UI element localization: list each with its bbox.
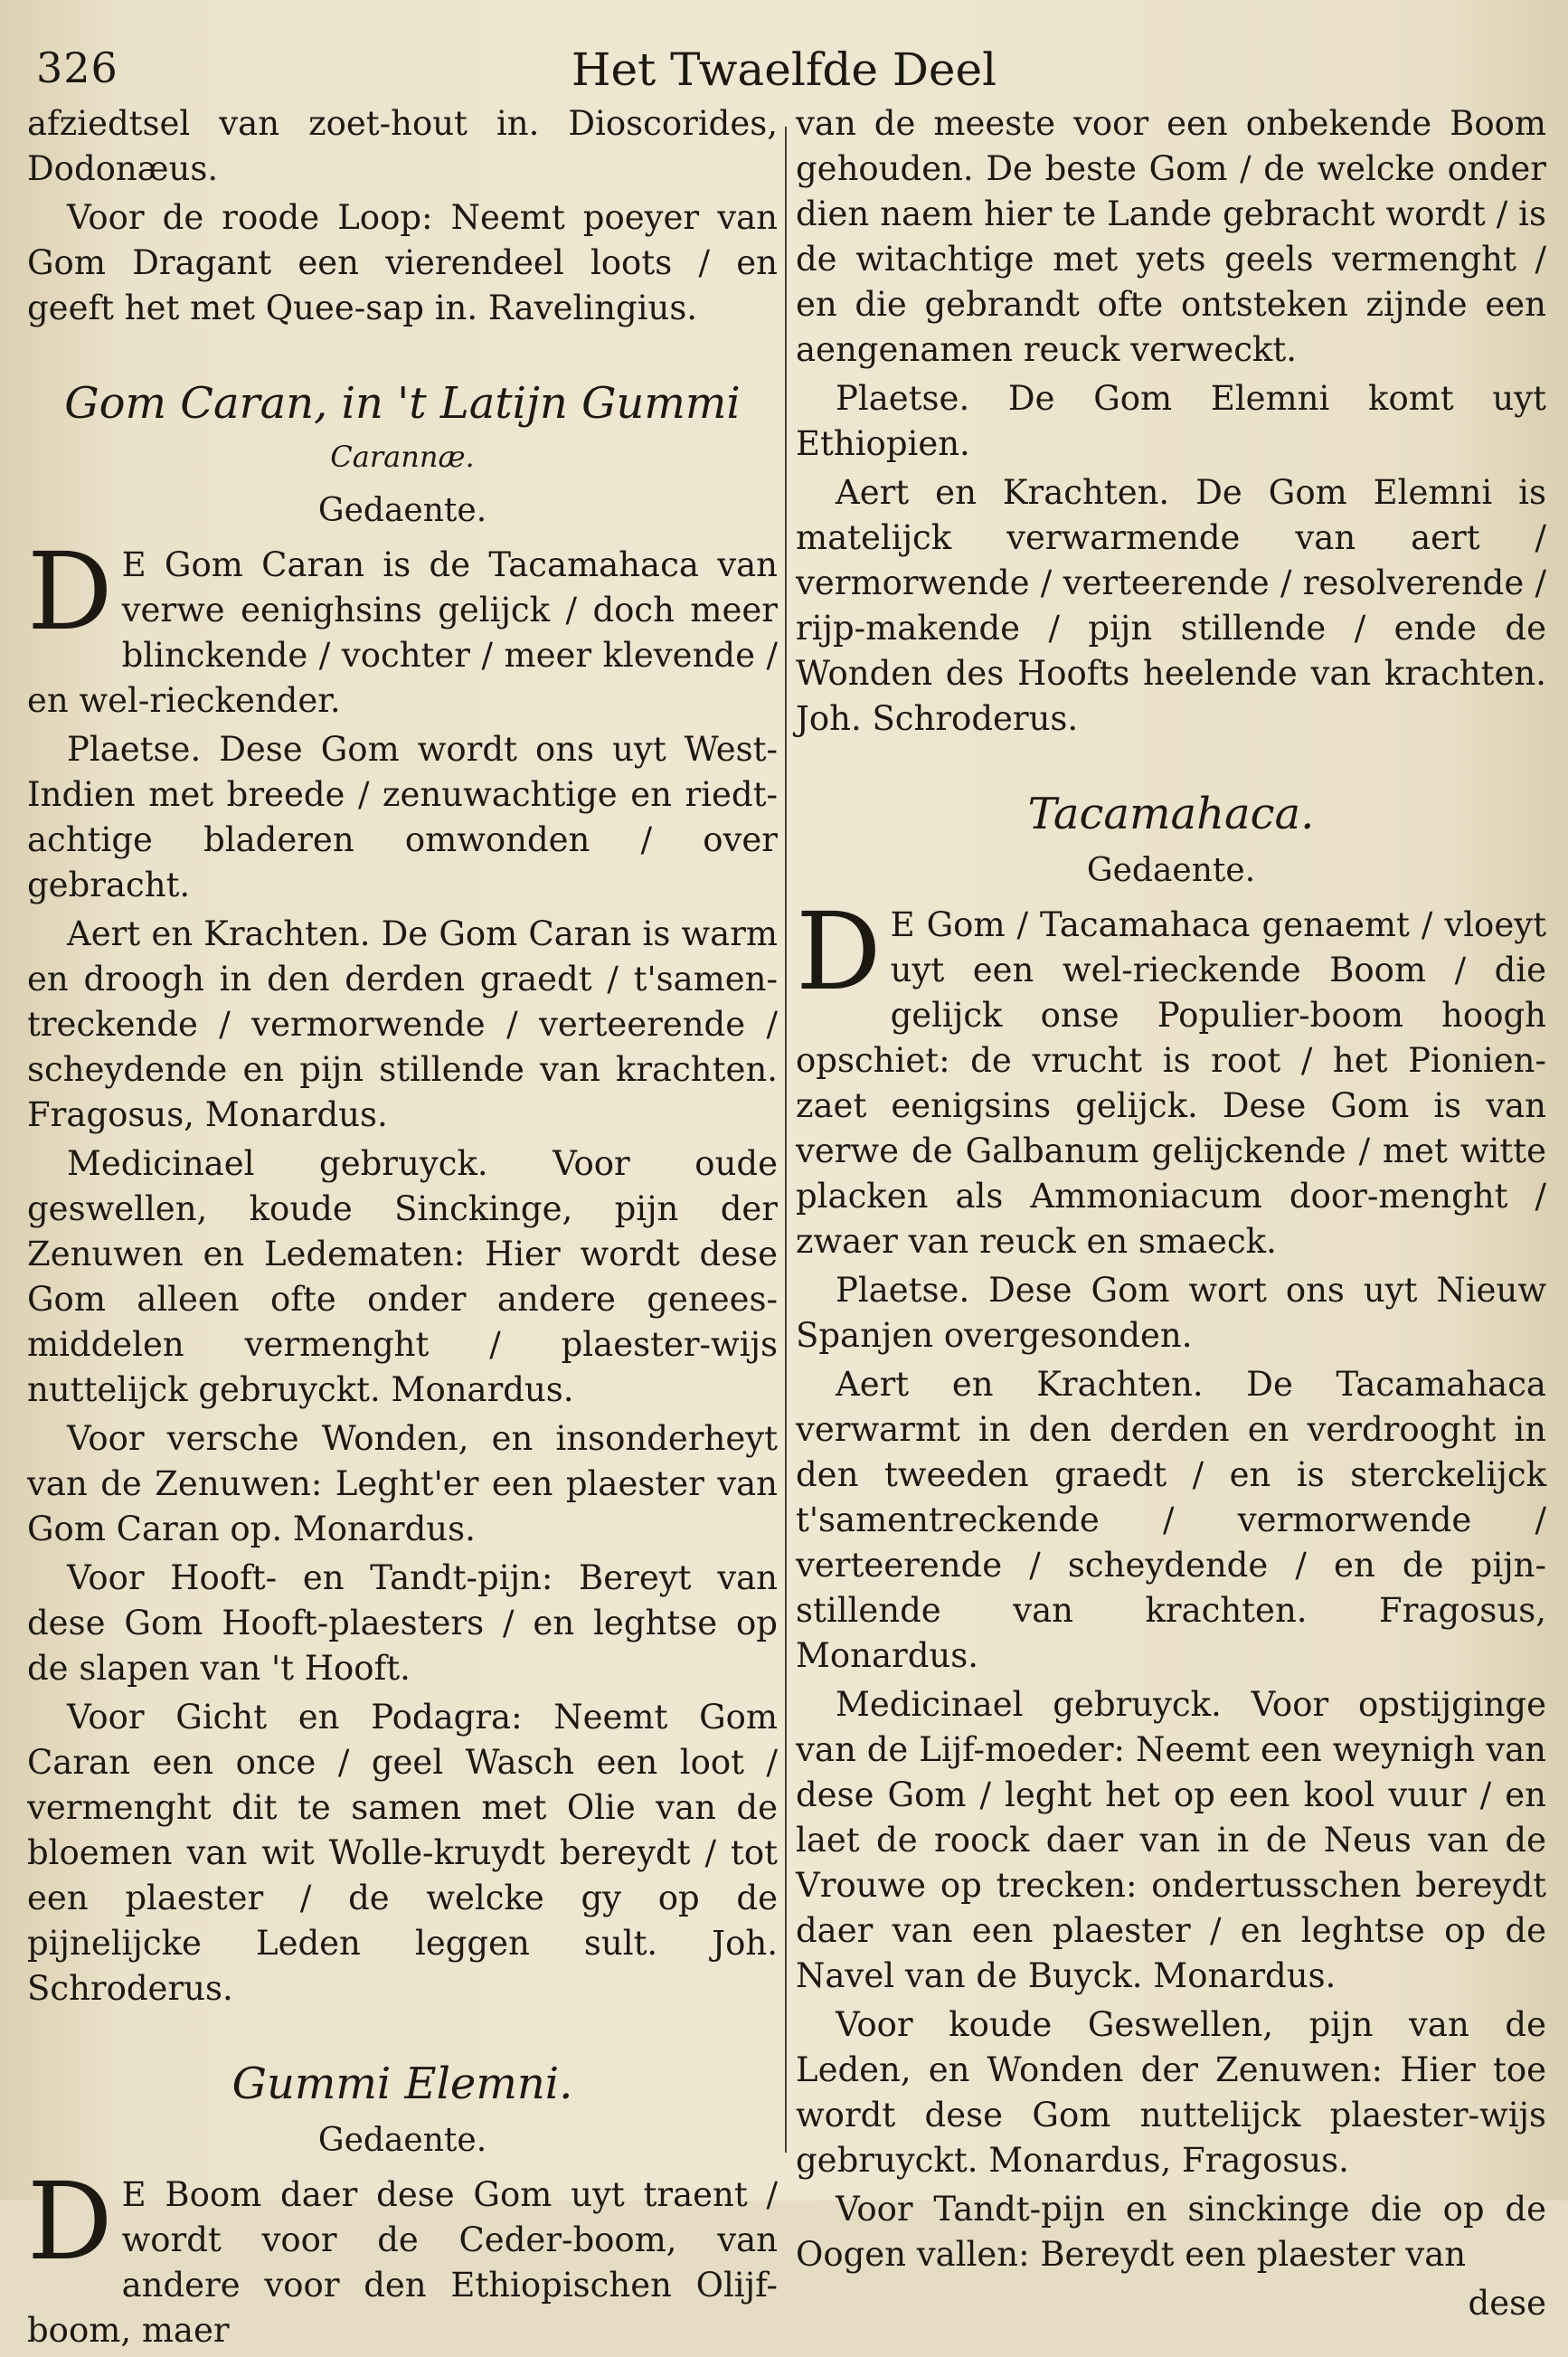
plaetse-paragraph: Plaetse. Dese Gom wort ons uyt Nieuw Spanjen overgesonden. (796, 1271, 1546, 1355)
tandt-paragraph: Voor Tandt-pijn en sinckinge die op de Oogen vallen: Bereydt een plaester van (796, 2190, 1546, 2274)
section-heading-gummi-elemni: Gummi Elemni. (231, 2059, 573, 2109)
section-heading-gom-caran: Gom Caran, in 't Latijn Gummi (64, 378, 741, 429)
gedaente-paragraph (27, 529, 778, 724)
drop-cap: D (27, 2159, 113, 2284)
section-subheading-carannae: Carannæ. (330, 440, 475, 474)
right-column (796, 101, 1546, 2330)
gedaente-text: E Gom / Tacamahaca genaemt / vloeyt uyt een wel-rieckende Boom / die gelijck onse Populier-boom hoogh opschiet: de vrucht is root / het Pionien-zaet eenigsins gelijck. Dese Gom is van verwe de Galbanum gelijckende / met witte placken als Ammoniacum door-menght / zwaer van reuck en smaeck. (796, 905, 1546, 1261)
catchword: dese (1468, 2284, 1546, 2323)
gedaente-text: E Gom Caran is de Tacamahaca van verwe eenighsins gelijck / doch meer blinckende / vochter / meer klevende / en wel-rieckender. (27, 545, 778, 720)
gedaente-text: E Boom daer dese Gom uyt traent / wordt voor de Ceder-boom, van andere voor den Ethiopischen Olijf-boom, maer (27, 2175, 778, 2350)
drop-cap: D (796, 889, 882, 1014)
plaetse-paragraph: Plaetse. Dese Gom wordt ons uyt West-Indien met breede / zenuwachtige en riedt-achtige bladeren omwonden / over gebracht. (27, 730, 778, 904)
gicht-paragraph: Voor Gicht en Podagra: Neemt Gom Caran een once / geel Wasch een loot / vermenght dit te samen met Olie van de bloemen van wit Wolle-kruydt bereydt / tot een plaester / de welcke gy op de pijnelijcke Leden leggen sult. Joh. Schroderus. (27, 1698, 778, 2008)
aert-paragraph: Aert en Krachten. De Gom Elemni is matelijck verwarmende van aert / vermorwende / verteerende / resolverende / rijp-makende / pijn stillende / ende de Wonden des Hoofts heelende van krachten. Joh. Schroderus. (796, 473, 1546, 738)
gedaente-paragraph (27, 2159, 778, 2353)
gedaente-label: Gedaente. (1086, 852, 1256, 889)
column-divider (785, 127, 787, 2153)
paragraph-roode-loop: Voor de roode Loop: Neemt poeyer van Gom Dragant een vierendeel loots / en geeft het met Quee-sap in. Ravelingius. (27, 198, 778, 327)
left-column (27, 101, 778, 2357)
section-heading-tacamahaca: Tacamahaca. (1027, 789, 1315, 839)
geswellen-paragraph: Voor koude Geswellen, pijn van de Leden, en Wonden der Zenuwen: Hier toe wordt dese Gom nuttelijck plaester-wijs gebruyckt. Monardus, Fragosus. (796, 2005, 1546, 2180)
page-header (36, 36, 1532, 99)
gedaente-paragraph (796, 889, 1546, 1264)
paragraph-continuation: afziedtsel van zoet-hout in. Dioscorides, Dodonæus. (27, 104, 778, 188)
aert-paragraph: Aert en Krachten. De Tacamahaca verwarmt in den derden en verdrooght in den tweeden graedt / en is sterckelijck t'samentreckende / vermorwende / verteerende / scheydende / en de pijn-stillende van krachten. Fragosus, Monardus. (796, 1365, 1546, 1675)
drop-cap: D (27, 529, 113, 654)
medicinael-paragraph: Medicinael gebruyck. Voor oude geswellen, koude Sinckinge, pijn der Zenuwen en Ledematen: Hier wordt dese Gom alleen ofte onder andere genees-middelen vermenght / plaester-wijs nuttelijck gebruyckt. Monardus. (27, 1144, 778, 1409)
hooft-paragraph: Voor Hooft- en Tandt-pijn: Bereyt van dese Gom Hooft-plaesters / en leghtse op de slapen van 't Hooft. (27, 1558, 778, 1688)
gedaente-label: Gedaente. (317, 492, 487, 529)
aert-paragraph: Aert en Krachten. De Gom Caran is warm en droogh in den derden graedt / t'samen-treckende / vermorwende / verteerende / scheydende en pijn stillende van krachten. Fragosus, Monardus. (27, 914, 778, 1134)
gedaente-label: Gedaente. (317, 2122, 487, 2159)
running-title: Het Twaelfde Deel (571, 43, 997, 96)
page-number: 326 (36, 43, 118, 92)
medicinael-paragraph: Medicinael gebruyck. Voor opstijginge van de Lijf-moeder: Neemt een weynigh van dese Gom / leght het op een kool vuur / en laet de roock daer van in de Neus van de Vrouwe op trecken: ondertusschen bereydt daer van een plaester / en leghtse op de Navel van de Buyck. Monardus. (796, 1685, 1546, 1995)
wonden-paragraph: Voor versche Wonden, en insonderheyt van de Zenuwen: Leght'er een plaester van Gom Caran op. Monardus. (27, 1419, 778, 1548)
paragraph-continuation: van de meeste voor een onbekende Boom gehouden. De beste Gom / de welcke onder dien naem hier te Lande gebracht wordt / is de witachtige met yets geels vermenght / en die gebrandt ofte ontsteken zijnde een aengenamen reuck verweckt. (796, 104, 1546, 369)
plaetse-paragraph: Plaetse. De Gom Elemni komt uyt Ethiopien. (796, 379, 1546, 463)
